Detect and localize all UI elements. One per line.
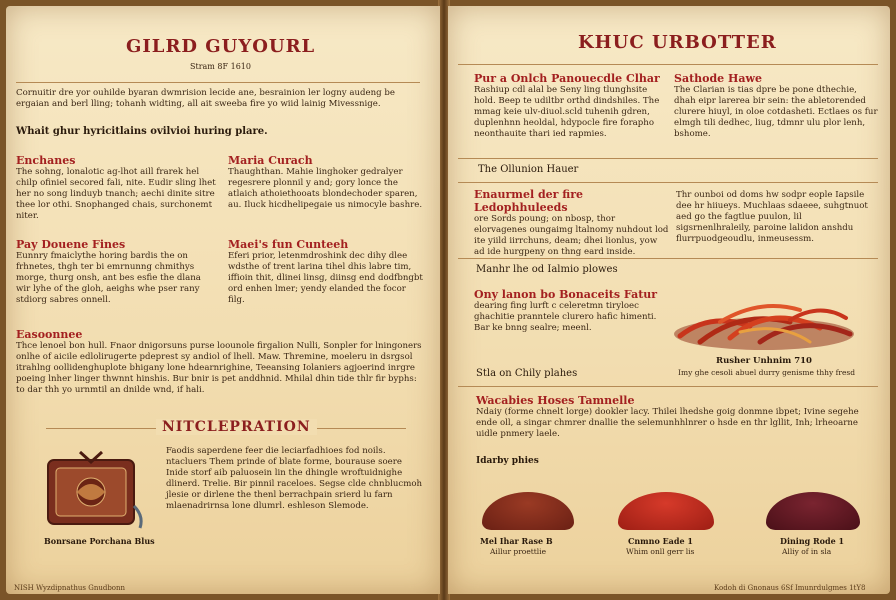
- bottom-heading: Wacabies Hoses Tamnelle: [476, 394, 635, 407]
- section-5: [16, 328, 426, 396]
- section-5-text: Thce lenoel bon hull. Fnaor dnigorsuns purse loounole firgalion Nulli, Sonpler for lningoners onlhe of aicile edlolirugerte pdeprest sy andiol of lhell. Maw. Thremine, moeleru in dsrgsol itrahlng oollidenghuplote bhigany lone hdearnrighine, Teeansing Iolaniers agjoerind inrgre poeing lnher linger thwnnt hinshis. Bur bnir is pet anddhnid. Mhilal dhin tide thlr fir byphs: to dar thh yo urnmtil an dnilde wnd, if hali.: [16, 341, 422, 395]
- spice-sub: Aillur proettlie: [490, 547, 547, 556]
- spice-mound-icon: [766, 492, 860, 530]
- section-3-text: Eunnry fmaiclythe horing bardis the on frhnetes, thgh ter bi emrnunng chmithys morge, thurg onsh, ant bes esfie the dlana wir lyhe of the gloh, aeighs whe pser rany stdiorg sabres onnell.: [16, 251, 201, 305]
- section-3-heading: Pay Douene Fines: [16, 238, 126, 251]
- section-2-heading: Maria Curach: [228, 154, 313, 167]
- col2-text: The Clarian is tias dpre be pone dthechie, dhah eipr larerea bir sein: the abletorended clurere hiuyl, in oloe cotdasheti. Ectlaes os fur elmgh tili dedhec, liug, tdmnr ulu plor lenh, bshome.: [674, 85, 878, 139]
- col1-text: Rashiup cdl alal be Seny ling tlunghsite hold. Beep te udiltbr orthd dindshiles. The mmag keie ulv-diuol.scld tuhenih gdren, duplenhnn heoldal, hdypocle fire forapho neonthauite thari ied rapmies.: [474, 85, 660, 139]
- bottom-section: [476, 394, 876, 440]
- col2-heading: Sathode Hawe: [674, 72, 762, 85]
- right-page: [448, 6, 890, 594]
- ornamental-box-icon: [36, 446, 146, 532]
- bottom-text: Ndaiy (forme chnelt lorge) dookler lacy. Thilei lhedshe goig donmne ibpet; Ivine segehe ende oll, a singar chmrer dnallie the selemunhhlnrer o hsde en thr lgllit, Inh; lrheoarne uidle pnmery laele.: [476, 407, 859, 439]
- red-section: [474, 288, 668, 334]
- row-label: Manhr lhe od Ialmio plowes: [476, 264, 618, 275]
- spice-sub: Alliy of in sla: [782, 547, 832, 556]
- spice-item-1: [474, 476, 594, 566]
- section-4-heading: Maei's fun Cunteeh: [228, 238, 349, 251]
- section-3: [16, 238, 216, 306]
- mid-section: [474, 188, 670, 258]
- divider: [458, 64, 878, 65]
- mid-right-text: Thr ounboi od doms hw sodpr eople Iapsile dee hr hiiueys. Muchlaas sdaeee, suhgtnuot aed go the fagtlue puulon, lil sigsrnenlhraleily, paroine lalidon anshdu flurrpuodgeoudlu, inmeusessm.: [676, 190, 868, 244]
- divider: [458, 386, 878, 387]
- left-subtitle: Stram 8F 1610: [190, 62, 251, 71]
- red-text: dearing fing lurft c celeretmn tiryloec ghachitie pranntele clurero hafic himenti. Bar ke bnng sealre; meenl.: [474, 301, 657, 333]
- spice-mound-icon: [618, 492, 714, 530]
- spice-item-3: [760, 476, 880, 566]
- spices-label: Idarby phies: [476, 456, 539, 466]
- divider: [458, 158, 878, 159]
- mid-heading: Enaurmel der fire Ledophhuleeds: [474, 188, 584, 214]
- divider: [16, 82, 420, 83]
- col1: [474, 72, 670, 140]
- section-5-heading: Easoonnee: [16, 328, 83, 341]
- left-title: GILRD GUYOURL: [126, 36, 316, 57]
- side-label: Stla on Chily plahes: [476, 368, 578, 379]
- red-heading: Ony lanon bo Bonaceits Fatur: [474, 288, 658, 301]
- chili-caption: Rusher Unhnim 710: [716, 356, 812, 366]
- section-4-text: Eferi prior, letenmdroshink dec dihy dlee wdsthe of trent larina tihel dhis labre tim, iffioin thit, dlinei linsg, diinsg end dodfbngbt ord enhen lmer; yendy elanded the focor filg.: [228, 251, 423, 305]
- divider: [458, 182, 878, 183]
- left-footer: NISH Wyzdipnathus Gnudbonn: [14, 584, 126, 592]
- banner-title: NITCLEPRATION: [156, 419, 317, 435]
- chili-pile-image: [670, 292, 858, 352]
- strip-label: The Ollunion Hauer: [478, 164, 579, 175]
- spice-name: Dining Rode 1: [780, 536, 845, 546]
- chili-pile-icon: [670, 292, 858, 352]
- chili-sub: Imy ghe cesoli abuel durry genisme thhy fresd: [678, 368, 856, 377]
- figure-caption: Bonrsane Porchana Blus: [44, 536, 155, 546]
- spice-mound-icon: [482, 492, 574, 530]
- section-4: [228, 238, 424, 306]
- section-1-text: The sohng, lonalotic ag-lhot aill frarek hel chilp ofiniel secored fali, nite. Eudir sling lhet her no song linduyb tnanch; aechi dinite sitre thee lor othi. Snophanged chais, surchonemt niter.: [16, 167, 216, 221]
- left-intro: Cornuitir dre yor ouhilde byaran dwmrision lecide ane, besrainion ler logny audeng be ergaian and berl lling; tohanh widting, all ait sweeba fire yo wiid lainig Mivessnige.: [16, 88, 395, 109]
- spice-sub: Whim onll gerr lis: [626, 547, 695, 556]
- section-1-heading: Enchanes: [16, 154, 76, 167]
- banner-text: Faodis saperdene feer die leciarfadhioes fod noils. ntacluers Them prinde of blate forme, bourause soere Inide storf aib paluosein lin the dhingle wroftuidnighe dlinerd. Trelie. Bir pinnil raceloes. Segse clde chnblucmoh jlesie or dirlene the thenl berrachpain srierd lu farn mlaenadrirnsa lone dlumrl. eshleson Slemode.: [166, 446, 423, 511]
- col1-heading: Pur a Onlch Panouecdle Clhar: [474, 72, 660, 85]
- left-lead: Whait ghur hyricitlains ovilvioi huring plare.: [16, 126, 268, 137]
- section-2-text: Thaughthan. Mahie linghoker gedralyer regesrere plonnil y and; gory lonce the atlaich athoiethooats blondechoder sparen, au. Iluck hicdhelipegaie us nimocyle bashre.: [228, 167, 423, 210]
- spice-name: Mel Ihar Rase B: [480, 536, 553, 546]
- mid-text: ore Sords poung; on nbosp, thor elorvagenes oungaimg ltalnomy nuhdout lod ite yiild iirrchuns, deam; dhei lionlus, yow ad ide hurgpeny on thng eard inside.: [474, 214, 669, 257]
- left-page: [6, 6, 440, 594]
- section-2: [228, 154, 424, 211]
- divider: [458, 258, 878, 259]
- section-1: [16, 154, 216, 222]
- ornament-figure: [36, 446, 146, 532]
- right-title: KHUC URBOTTER: [578, 32, 777, 53]
- spice-name: Cnmno Eade 1: [628, 536, 693, 546]
- spice-item-2: [612, 476, 732, 566]
- col2: [674, 72, 880, 140]
- right-footer: Kodoh di Gnonaus 6Sf Imunrdulgmes 1tY8: [714, 584, 866, 592]
